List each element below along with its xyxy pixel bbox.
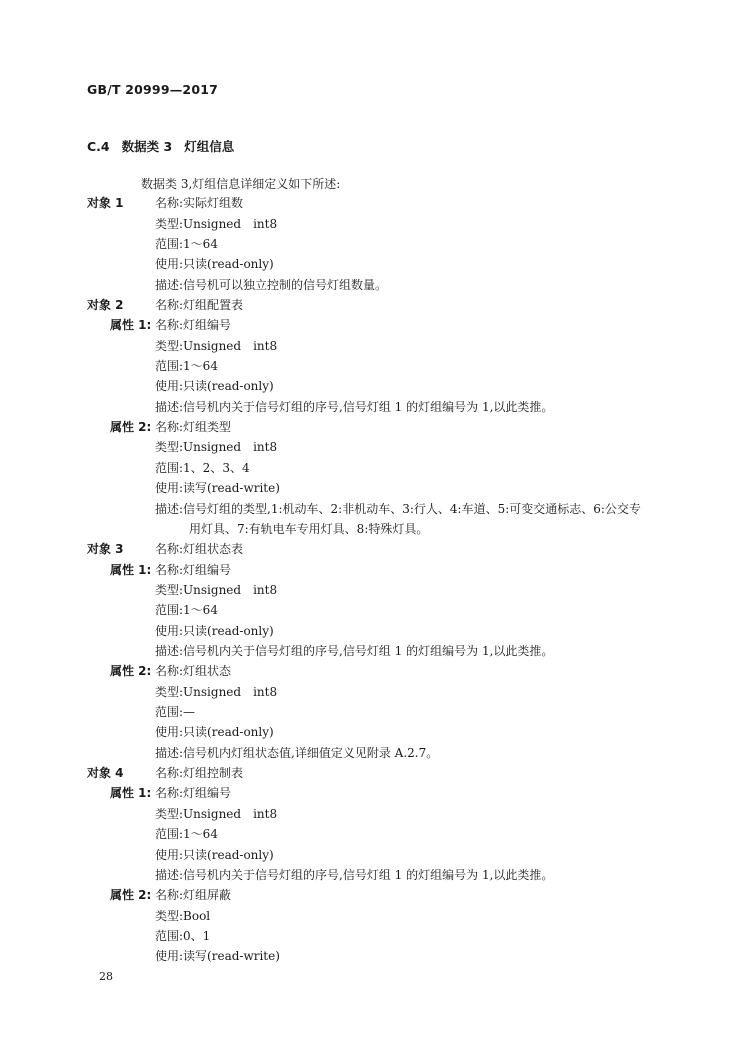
object-3-attr-2-description: 描述:信号机内灯组状态值,详细值定义见附录 A.2.7。 [155,746,439,760]
object-2-attr-2-description: 描述:信号灯组的类型,1:机动车、2:非机动车、3:行人、4:车道、5:可变交通标志、6:公交专 [155,502,641,516]
object-2-attr-2-label: 属性 2: [110,420,152,434]
object-3-attr-2-range: 范围:— [155,705,196,719]
object-3-attr-1-type: 类型:Unsigned int8 [155,583,278,597]
object-1-type: 类型:Unsigned int8 [155,217,278,231]
object-2-attr-2-type: 类型:Unsigned int8 [155,440,278,454]
object-2-attr-2-name: 名称:灯组类型 [155,420,232,434]
object-4-attr-1-label: 属性 1: [110,786,152,800]
object-2-attr-1-description: 描述:信号机内关于信号灯组的序号,信号灯组 1 的灯组编号为 1,以此类推。 [155,400,554,414]
object-3-attr-1-description: 描述:信号机内关于信号灯组的序号,信号灯组 1 的灯组编号为 1,以此类推。 [155,644,554,658]
object-3-name: 名称:灯组状态表 [155,542,244,556]
object-2-attr-1-name: 名称:灯组编号 [155,318,232,332]
intro-paragraph: 数据类 3,灯组信息详细定义如下所述: [141,177,341,191]
object-4-attr-1-usage: 使用:只读(read-only) [155,848,274,862]
object-2-attr-1-label: 属性 1: [110,318,152,332]
section-title-part2: 灯组信息 [184,139,235,154]
object-4-attr-2-type: 类型:Bool [155,909,211,923]
object-4-attr-1-type: 类型:Unsigned int8 [155,807,278,821]
object-2-label: 对象 2 [87,298,124,312]
object-2-attr-1-range: 范围:1～64 [155,359,218,373]
object-1-label: 对象 1 [87,196,124,210]
object-3-attr-1-usage: 使用:只读(read-only) [155,624,274,638]
section-number: C.4 [87,139,110,154]
object-1-description: 描述:信号机可以独立控制的信号灯组数量。 [155,278,388,292]
object-4-label: 对象 4 [87,766,124,780]
object-3-attr-1-range: 范围:1～64 [155,603,218,617]
object-3-attr-2-label: 属性 2: [110,664,152,678]
object-4-attr-2-name: 名称:灯组屏蔽 [155,888,232,902]
object-3-attr-2-usage: 使用:只读(read-only) [155,725,274,739]
object-1-name: 名称:实际灯组数 [155,196,244,210]
object-2-attr-1-type: 类型:Unsigned int8 [155,339,278,353]
object-1-range: 范围:1～64 [155,237,218,251]
object-3-label: 对象 3 [87,542,124,556]
object-4-attr-1-name: 名称:灯组编号 [155,786,232,800]
object-2-attr-2-description-cont: 用灯具、7:有轨电车专用灯具、8:特殊灯具。 [189,522,429,536]
section-heading [87,137,246,155]
object-4-attr-2-range: 范围:0、1 [155,929,211,943]
object-1-usage: 使用:只读(read-only) [155,257,274,271]
object-3-attr-1-label: 属性 1: [110,563,152,577]
object-4-name: 名称:灯组控制表 [155,766,244,780]
page-number: 28 [99,970,113,983]
object-3-attr-2-name: 名称:灯组状态 [155,664,232,678]
object-2-name: 名称:灯组配置表 [155,298,244,312]
object-2-attr-2-usage: 使用:读写(read-write) [155,481,280,495]
object-4-attr-1-description: 描述:信号机内关于信号灯组的序号,信号灯组 1 的灯组编号为 1,以此类推。 [155,868,554,882]
document-header: GB/T 20999—2017 [87,82,219,97]
section-title-part1: 数据类 3 [121,139,173,154]
object-4-attr-2-label: 属性 2: [110,888,152,902]
object-2-attr-1-usage: 使用:只读(read-only) [155,379,274,393]
object-4-attr-2-usage: 使用:读写(read-write) [155,949,280,963]
object-2-attr-2-range: 范围:1、2、3、4 [155,461,250,475]
object-3-attr-1-name: 名称:灯组编号 [155,563,232,577]
object-3-attr-2-type: 类型:Unsigned int8 [155,685,278,699]
object-4-attr-1-range: 范围:1～64 [155,827,218,841]
